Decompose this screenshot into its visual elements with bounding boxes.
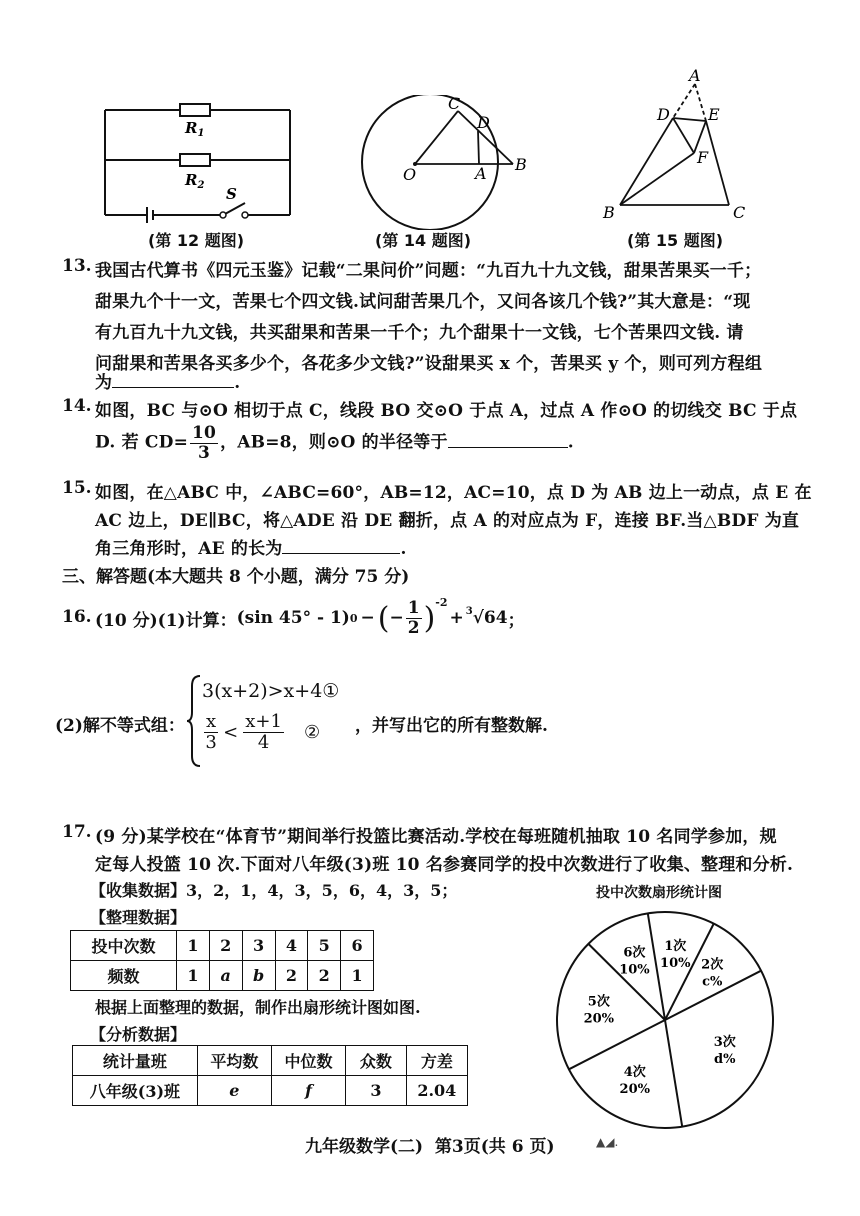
- q13-line1: 我国古代算书《四元玉鉴》记载“二果问价”问题：“九百九十九文钱，甜果苦果买一千；: [95, 261, 762, 281]
- figure-15-triangle: [595, 68, 755, 228]
- inequality-1: 3(x+2)>x+4①: [202, 680, 340, 702]
- table-cell: 八年级(3)班: [73, 1076, 198, 1106]
- q13-number: 13.: [62, 256, 92, 276]
- caption-fig15: (第 15 题图): [627, 231, 724, 250]
- fraction-1-2: $\frac{1}{2}$: [407, 597, 420, 638]
- table-cell: 2: [275, 961, 308, 991]
- q14-line2: D. 若 CD= $\frac{10}{3}$ ，AB=8，则⊙O 的半径等于 .: [95, 423, 574, 463]
- label-s: S: [226, 185, 237, 203]
- label-r1: R: [185, 119, 198, 137]
- table-cell: 4: [275, 931, 308, 961]
- q17-line2: 定每人投篮 10 次.下面对八年级(3)班 10 名参赛同学的投中次数进行了收集、整理和分析.: [95, 855, 794, 875]
- inequality-2: $\frac{x}{3}$ < $\frac{x+1}{4}$ ②: [205, 711, 321, 753]
- table-cell: a: [209, 961, 242, 991]
- caption-fig14: (第 14 题图): [375, 231, 472, 250]
- q14-line1: 如图，BC 与⊙O 相切于点 C，线段 BO 交⊙O 于点 A，过点 A 作⊙O 的切线交 BC 于点: [95, 401, 798, 421]
- pie-slice-value: 20%: [583, 1011, 615, 1027]
- answer-blank: [112, 371, 234, 388]
- page-footer: 九年级数学(二) 第3页(共 6 页): [305, 1137, 555, 1157]
- section-3-heading: 三、解答题(本大题共 8 个小题，满分 75 分): [62, 567, 410, 587]
- table-cell: 1: [177, 931, 210, 961]
- table-cell: 3: [242, 931, 275, 961]
- table-cell: 5: [308, 931, 341, 961]
- pie-chart: [550, 905, 780, 1135]
- svg-text:A: A: [475, 164, 487, 183]
- scan-mark: ▲◢.: [596, 1135, 619, 1149]
- q13-line4: 问甜果和苦果各买多少个，各花多少文钱?”设甜果买 x 个，苦果买 y 个，则可列方程组: [95, 354, 763, 374]
- pie-slice-label: 2次: [701, 957, 724, 973]
- table-row: [71, 961, 374, 991]
- table-cell: 频数: [71, 961, 177, 991]
- fraction-10-3: $\frac{10}{3}$: [192, 423, 217, 463]
- svg-text:D: D: [477, 113, 490, 132]
- svg-text:F: F: [697, 148, 709, 167]
- table-cell: 1: [177, 961, 210, 991]
- q13-line2: 甜果九个十一文，苦果七个四文钱.试问甜苦果几个，又问各该几个钱?”其大意是：“现: [95, 292, 751, 312]
- q15-number: 15.: [62, 478, 92, 498]
- table-header-cell: 中位数: [271, 1046, 345, 1076]
- statistics-table: [72, 1045, 468, 1106]
- table-header-row: [73, 1046, 468, 1076]
- table-cell: b: [242, 961, 275, 991]
- svg-text:C: C: [733, 203, 746, 222]
- pie-slice-value: 10%: [660, 955, 691, 971]
- table-cell: f: [271, 1076, 345, 1106]
- table-row: [73, 1076, 468, 1106]
- frequency-table: [70, 930, 374, 991]
- pie-slice-label: 3次: [713, 1035, 736, 1051]
- table-cell: 3: [346, 1076, 407, 1106]
- label-r2: R: [185, 171, 198, 189]
- pie-slice-label: 4次: [623, 1064, 646, 1080]
- caption-fig12: (第 12 题图): [148, 231, 245, 250]
- table-header-cell: 众数: [346, 1046, 407, 1076]
- answer-blank: [282, 537, 400, 554]
- chart-title: 投中次数扇形统计图: [596, 885, 722, 901]
- q13-line5: 为 .: [95, 373, 241, 393]
- svg-text:A: A: [689, 68, 701, 85]
- svg-text:B: B: [515, 155, 527, 174]
- pie-slice-value: 20%: [619, 1081, 651, 1097]
- svg-text:R1: $R_1$: [185, 119, 205, 139]
- pie-slice-value: 10%: [619, 962, 650, 978]
- svg-text:R2: $R_2$: [185, 171, 205, 191]
- collect-data-line: 【收集数据】3，2，1，4，3，5，6，4，3，5；: [90, 881, 458, 900]
- answer-blank: [448, 431, 568, 448]
- svg-text:O: O: [403, 165, 417, 184]
- q17-line1: (9 分)某学校在“体育节”期间举行投篮比赛活动.学校在每班随机抽取 10 名同学参加，规: [95, 827, 777, 847]
- pie-slice-value: d%: [714, 1052, 736, 1068]
- table-cell: 2: [209, 931, 242, 961]
- q16-part2-label: (2)解不等式组：: [55, 716, 185, 736]
- table-note: 根据上面整理的数据，制作出扇形统计图如图.: [95, 998, 421, 1017]
- table-cell: 1: [341, 961, 374, 991]
- analyze-label: 【分析数据】: [90, 1025, 187, 1044]
- table-cell: 2.04: [406, 1076, 467, 1106]
- svg-text:D: D: [657, 105, 670, 124]
- q14-number: 14.: [62, 396, 92, 416]
- table-cell: 6: [341, 931, 374, 961]
- pie-slice-value: c%: [702, 974, 723, 990]
- q16-number: 16.: [62, 607, 92, 627]
- table-cell: e: [197, 1076, 271, 1106]
- figure-12-circuit: [95, 95, 300, 225]
- table-header-cell: 平均数: [197, 1046, 271, 1076]
- q17-number: 17.: [62, 822, 92, 842]
- q15-line1: 如图，在△ABC 中，∠ABC=60°，AB=12，AC=10，点 D 为 AB 边上一动点，点 E 在: [95, 483, 812, 503]
- table-header-cell: 统计量班: [73, 1046, 198, 1076]
- pie-slice-label: 5次: [587, 994, 610, 1010]
- q16-part2-tail: ，并写出它的所有整数解.: [355, 716, 548, 736]
- table-row: [71, 931, 374, 961]
- system-brace: [186, 674, 202, 768]
- svg-text:E: E: [708, 105, 720, 124]
- svg-text:B: B: [603, 203, 615, 222]
- pie-slice-label: 6次: [623, 945, 646, 961]
- svg-text:C: C: [448, 95, 461, 113]
- table-cell: 投中次数: [71, 931, 177, 961]
- q13-line3: 有九百九十九文钱，共买甜果和苦果一千个；九个甜果十一文钱，七个苦果四文钱. 请: [95, 323, 744, 343]
- table-cell: 2: [308, 961, 341, 991]
- q15-line3: 角三角形时，AE 的长为 .: [95, 539, 407, 559]
- table-header-cell: 方差: [406, 1046, 467, 1076]
- q15-line2: AC 边上，DE∥BC，将△ADE 沿 DE 翻折，点 A 的对应点为 F，连接 BF.当△BDF 为直: [95, 511, 800, 531]
- figure-14-circle: [355, 95, 535, 230]
- q16-part1: (10 分)(1)计算： (sin 45° - 1) 0 − ( − $\frac{1}{2}$ ) $^{-2}$ + $^3$ √64 ；: [95, 596, 525, 638]
- pie-slice-label: 1次: [664, 938, 687, 954]
- organize-label: 【整理数据】: [90, 908, 187, 927]
